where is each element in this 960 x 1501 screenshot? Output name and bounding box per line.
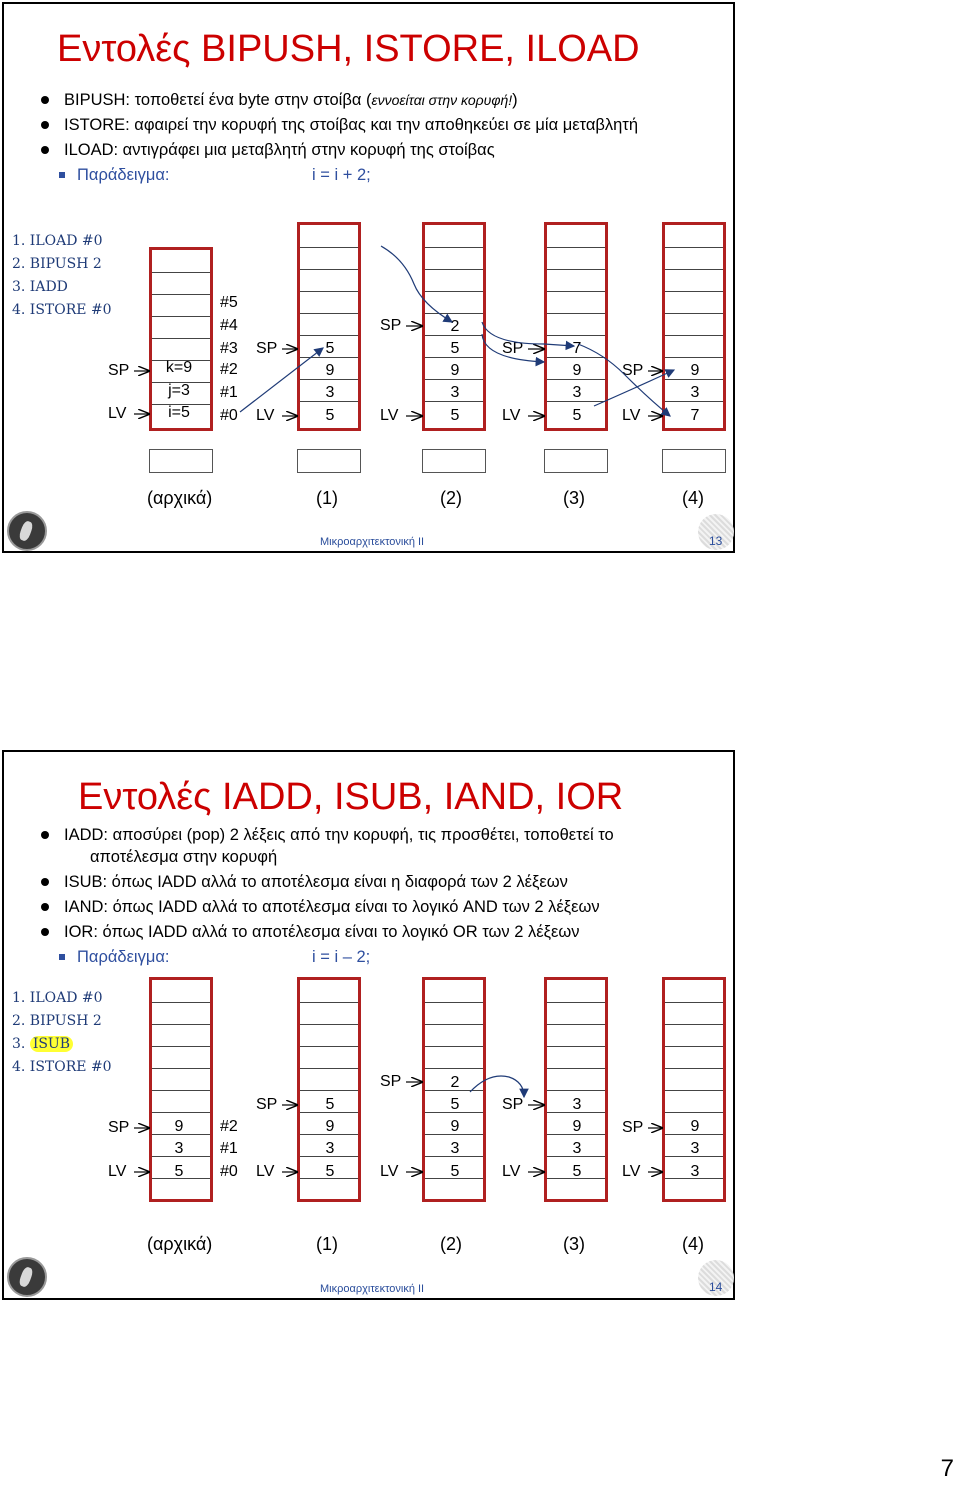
- stack-value: j=3: [168, 382, 190, 399]
- stack-value: 7: [572, 340, 582, 357]
- bullet-iload: ILOAD: αντιγράφει μια μεταβλητή στην κορυφή της στοίβας: [39, 139, 638, 161]
- example-expression: i = i + 2;: [312, 166, 371, 184]
- caption: (1): [316, 488, 338, 508]
- program-listing: [12, 987, 112, 1079]
- lv-label: LV: [108, 405, 127, 422]
- stack-value: 9: [174, 1118, 184, 1135]
- stack-value: 2: [450, 318, 460, 335]
- program-line: 3. IADD: [12, 279, 68, 295]
- stack-value: 2: [450, 1074, 460, 1091]
- caption: (4): [682, 488, 704, 508]
- stack-value: 3: [450, 1140, 460, 1157]
- stack-value: 9: [690, 1118, 700, 1135]
- sp-label: SP: [256, 1096, 278, 1113]
- program-line: 3. ISUB: [12, 1033, 112, 1056]
- slide-14: [2, 750, 735, 1300]
- var-label: #4: [220, 317, 238, 334]
- slide-number: 13: [709, 534, 723, 548]
- stack-value: i=5: [168, 404, 190, 421]
- stack-value: 5: [450, 407, 460, 424]
- bullet-ior: IOR: όπως IADD αλλά το αποτέλεσμα είναι το λογικό OR των 2 λέξεων: [39, 921, 614, 943]
- stack-value: 3: [325, 1140, 335, 1157]
- lv-label: LV: [502, 1163, 521, 1180]
- program-listing: [12, 230, 112, 322]
- stack-value: 5: [572, 407, 582, 424]
- stack-value: 3: [450, 384, 460, 401]
- lv-label: LV: [622, 407, 641, 424]
- example-line: Παράδειγμα: i = i + 2;: [39, 164, 638, 186]
- bullet-istore: ISTORE: αφαιρεί την κορυφή της στοίβας και την αποθηκεύει σε μία μεταβλητή: [39, 114, 638, 136]
- university-seal-icon: [7, 511, 47, 551]
- var-label: #1: [220, 384, 238, 401]
- program-line: 2. BIPUSH 2: [12, 256, 102, 272]
- stack-value: 5: [174, 1163, 184, 1180]
- caption: (2): [440, 1234, 462, 1254]
- highlighted-instruction: ISUB: [30, 1036, 73, 1052]
- stack-value: 5: [450, 340, 460, 357]
- bullet-iand: IAND: όπως IADD αλλά το αποτέλεσμα είναι το λογικό AND των 2 λέξεων: [39, 896, 614, 918]
- stack-value: 9: [325, 1118, 335, 1135]
- stack-base: [544, 449, 608, 473]
- var-label: #3: [220, 340, 238, 357]
- footer-text: Μικροαρχιτεκτονική II: [320, 536, 425, 548]
- program-line: 4. ISTORE #0: [12, 1059, 112, 1075]
- lv-label: LV: [622, 1163, 641, 1180]
- bullet-bipush: BIPUSH: τοποθετεί ένα byte στην στοίβα (εννοείται στην κορυφή!): [39, 89, 638, 111]
- caption: (1): [316, 1234, 338, 1254]
- caption: (αρχικά): [147, 488, 213, 508]
- arrows: [4, 4, 737, 555]
- caption: (3): [563, 488, 585, 508]
- lv-label: LV: [256, 407, 275, 424]
- stack-value: 5: [325, 1163, 335, 1180]
- stack-value: 3: [690, 384, 700, 401]
- stack-value: 5: [325, 1096, 335, 1113]
- caption: (αρχικά): [147, 1234, 213, 1254]
- program-line: 1. ILOAD #0: [12, 233, 103, 249]
- var-label: #0: [220, 1163, 238, 1180]
- stack-value: 5: [325, 407, 335, 424]
- lv-label: LV: [380, 1163, 399, 1180]
- stack-value: 3: [572, 384, 582, 401]
- sp-label: SP: [108, 362, 130, 379]
- sp-label: SP: [622, 362, 644, 379]
- var-label: #2: [220, 1118, 238, 1135]
- var-label: #0: [220, 407, 238, 424]
- page-number: 7: [940, 1455, 954, 1482]
- stack-value: 5: [572, 1163, 582, 1180]
- bullet-list: [39, 89, 638, 189]
- program-line: 2. BIPUSH 2: [12, 1013, 102, 1029]
- stack-value: 5: [325, 340, 335, 357]
- stack-base: [662, 449, 726, 473]
- caption: (4): [682, 1234, 704, 1254]
- stack-value: 9: [450, 1118, 460, 1135]
- stack-base: [149, 449, 213, 473]
- stack-value: 9: [572, 1118, 582, 1135]
- stack-value: 3: [572, 1140, 582, 1157]
- example-expression: i = i – 2;: [312, 948, 371, 966]
- stack-value: 3: [325, 384, 335, 401]
- stack-value: 3: [690, 1163, 700, 1180]
- bullet-isub: ISUB: όπως IADD αλλά το αποτέλεσμα είναι η διαφορά των 2 λέξεων: [39, 871, 614, 893]
- stack-base: [297, 449, 361, 473]
- bullet-iadd: IADD: αποσύρει (pop) 2 λέξεις από την κορυφή, τις προσθέτει, τοποθετεί το αποτέλεσμα στην κορυφή: [39, 824, 614, 868]
- sp-label: SP: [380, 1073, 402, 1090]
- stack-value: k=9: [165, 359, 193, 376]
- university-seal-icon: [7, 1257, 47, 1297]
- footer-text: Μικροαρχιτεκτονική II: [320, 1283, 425, 1295]
- sp-label: SP: [256, 340, 278, 357]
- stack-value: 5: [450, 1163, 460, 1180]
- stack-value: 3: [690, 1140, 700, 1157]
- stack-value: 3: [572, 1096, 582, 1113]
- example-line: Παράδειγμα: i = i – 2;: [39, 946, 614, 968]
- stack-value: 9: [450, 362, 460, 379]
- program-line: 4. ISTORE #0: [12, 302, 112, 318]
- sp-label: SP: [380, 317, 402, 334]
- stack-value: 3: [174, 1140, 184, 1157]
- bullet-list: [39, 824, 614, 971]
- stack-base: [422, 449, 486, 473]
- stack-value: 5: [450, 1096, 460, 1113]
- stack-value: 9: [690, 362, 700, 379]
- stack-value: 9: [572, 362, 582, 379]
- var-label: #1: [220, 1140, 238, 1157]
- stack-value: 9: [325, 362, 335, 379]
- stack-value: 7: [690, 407, 700, 424]
- caption: (2): [440, 488, 462, 508]
- caption: (3): [563, 1234, 585, 1254]
- slide-number: 14: [709, 1280, 723, 1294]
- sp-label: SP: [502, 340, 524, 357]
- sp-label: SP: [108, 1119, 130, 1136]
- slide-13: [2, 2, 735, 553]
- lv-label: LV: [380, 407, 399, 424]
- slide-title: Εντολές IADD, ISUB, IAND, IOR: [78, 776, 624, 818]
- lv-label: LV: [108, 1163, 127, 1180]
- lv-label: LV: [502, 407, 521, 424]
- program-line: 1. ILOAD #0: [12, 990, 103, 1006]
- slide-title: Εντολές BIPUSH, ISTORE, ILOAD: [57, 28, 640, 70]
- var-label: #2: [220, 361, 238, 378]
- var-label: #5: [220, 294, 238, 311]
- sp-label: SP: [502, 1096, 524, 1113]
- sp-label: SP: [622, 1119, 644, 1136]
- lv-label: LV: [256, 1163, 275, 1180]
